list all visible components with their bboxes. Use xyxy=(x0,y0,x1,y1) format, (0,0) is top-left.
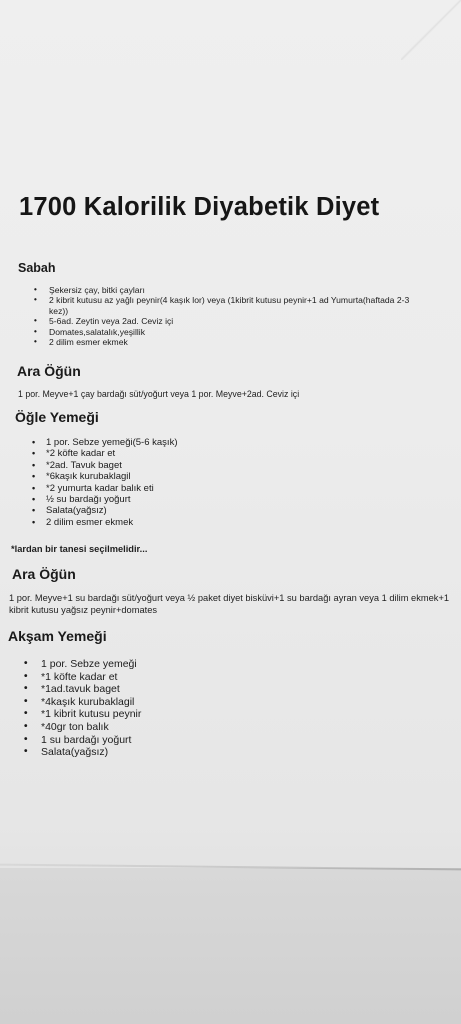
selection-note: *lardan bir tanesi seçilmelidir... xyxy=(11,544,148,554)
list-item: • *1 köfte kadar et xyxy=(41,671,341,684)
list-item: • ½ su bardağı yoğurt xyxy=(46,494,346,505)
list-item: • 2 kibrit kutusu az yağlı peynir(4 kaşık lor) veya (1kibrit kutusu peynir+1 ad Yumurta(haftada 2-3 kez)) xyxy=(49,295,429,316)
list-item: • 1 por. Sebze yemeği(5-6 kaşık) xyxy=(46,437,346,448)
heading-ara-ogun-2: Ara Öğün xyxy=(12,566,76,582)
heading-ara-ogun-1: Ara Öğün xyxy=(17,363,81,379)
list-item: • 1 su bardağı yoğurt xyxy=(41,734,341,747)
ara-ogun-2-text: 1 por. Meyve+1 su bardağı süt/yoğurt veya ½ paket diyet bisküvi+1 su bardağı ayran veya 1 dilim ekmek+1 kibrit kutusu yağsız peynir+domates xyxy=(9,593,450,615)
heading-sabah: Sabah xyxy=(18,261,56,275)
list-sabah xyxy=(49,285,429,347)
list-item: • *4kaşık kurubaklagil xyxy=(41,696,341,709)
list-item: • Domates,salatalık,yeşillik xyxy=(49,327,429,337)
list-item: • *2 köfte kadar et xyxy=(46,448,346,459)
list-item: • *2 yumurta kadar balık eti xyxy=(46,483,346,494)
list-item: • *1 kibrit kutusu peynir xyxy=(41,708,341,721)
list-item: • 1 por. Sebze yemeği xyxy=(41,658,341,671)
list-item: • Şekersiz çay, bitki çayları xyxy=(49,285,429,295)
list-item: • 5-6ad. Zeytin veya 2ad. Ceviz içi xyxy=(49,316,429,326)
ara-ogun-1-text: 1 por. Meyve+1 çay bardağı süt/yoğurt veya 1 por. Meyve+2ad. Ceviz içi xyxy=(18,389,300,399)
list-item: • Salata(yağsız) xyxy=(46,505,346,516)
list-aksam xyxy=(41,658,341,759)
list-item: • *2ad. Tavuk baget xyxy=(46,460,346,471)
list-item: • *40gr ton balık xyxy=(41,721,341,734)
list-item: • *1ad.tavuk baget xyxy=(41,683,341,696)
list-item: • Salata(yağsız) xyxy=(41,746,341,759)
paper-crease xyxy=(401,0,461,60)
list-item: • 2 dilim esmer ekmek xyxy=(46,517,346,528)
list-ogle xyxy=(46,437,346,528)
list-item: • 2 dilim esmer ekmek xyxy=(49,337,429,347)
document-title: 1700 Kalorilik Diyabetik Diyet xyxy=(19,193,380,221)
list-item: • *6kaşık kurubaklagil xyxy=(46,471,346,482)
heading-aksam: Akşam Yemeği xyxy=(8,628,107,644)
heading-ogle: Öğle Yemeği xyxy=(15,409,99,425)
background-surface xyxy=(0,868,461,1024)
